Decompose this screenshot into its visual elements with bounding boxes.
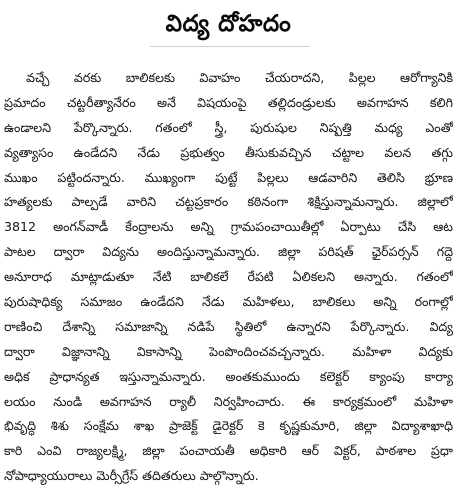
article-line: ముఖం పట్టిందన్నారు. ముఖ్యంగా పుట్టే పిల్లలు ఆడవారిని తెలిసి భ్రూణ bbox=[4, 169, 453, 185]
article-line: లయం నుండి అవగాహన ర్యాలీ నిర్వహించారు. ఈ కార్యక్రమంలో మహిళా bbox=[4, 393, 453, 409]
article-headline: విద్య దోహదం bbox=[165, 11, 292, 37]
article-line: అనూరాధ మాట్లాడుతూ నేటి బాలికలే రేపటి ఏలికలని అన్నారు. గతంలో bbox=[4, 269, 453, 285]
article-line: కారి ఎంవి రాజ్యలక్ష్మి, జిల్లా పంచాయతీ అధికారి ఆర్ విక్టర్, పాఠశాల ప్రధా bbox=[4, 443, 453, 459]
article-line: వ్యత్యాసం ఉండేదని నేడు ప్రభుత్వం తీసుకువచ్చిన చట్టాల వలన తగ్గు bbox=[4, 144, 453, 160]
article-line: ద్వారా విజ్ఞానాన్ని వికాసాన్ని పెంపొందించవచ్చన్నారు. మహిళా విద్యకు bbox=[4, 343, 453, 359]
article-line: ప్రమాదం చట్టరీత్యానేరం అనే విషయంపై తల్లిదండ్రులకు అవగాహన కలిగి bbox=[4, 94, 453, 110]
article-line: పురుషాధిక్య సమాజం ఉండేదని నేడు మహిళలు, బాలికలు అన్ని రంగాల్లో bbox=[4, 294, 453, 310]
article-line: నోపాధ్యాయురాలు మెర్సీగ్రేస్ తదితరులు పాల్గొన్నారు. bbox=[4, 468, 259, 484]
article-line: పాటల ద్వారా విద్యను అందిస్తున్నామన్నారు. జిల్లా పరిషత్ ఛైర్‌పర్సన్ గద్దె bbox=[4, 244, 453, 260]
article-body bbox=[4, 66, 453, 489]
headline-divider bbox=[150, 46, 310, 47]
article-line: భివృద్ధి శిశు సంక్షేమ శాఖ ప్రాజెక్ట్ డైరెక్టర్ కె కృష్ణకుమారి, జిల్లా విద్యాశాఖాధి bbox=[4, 418, 453, 434]
article-line: హత్యలకు పాల్పడే వారిని చట్టప్రకారం కఠినంగా శిక్షిస్తున్నామన్నారు. జిల్లాలో bbox=[4, 194, 453, 210]
article-line: రాణించి దేశాన్ని సమాజాన్ని నడిపే స్థితిలో ఉన్నారని పేర్కొన్నారు. విద్య bbox=[4, 318, 453, 334]
article-line: వచ్చే వరకు బాలికలకు వివాహం చేయరాదని, పిల్లల ఆరోగ్యానికి bbox=[26, 70, 453, 85]
article-line: అధిక ప్రాధాన్యత ఇస్తున్నామన్నారు. అంతకుముందు కలెక్టర్ క్యాంపు కార్యా bbox=[4, 368, 453, 384]
article-line: 3812 అంగన్‌వాడీ కేంద్రాలను అన్ని గ్రామపంచాయితీల్లో ఏర్పాటు చేసి ఆట bbox=[4, 219, 453, 235]
article-line: ఉండాలని పేర్కొన్నారు. గతంలో స్త్రీ, పురుషుల నిష్పత్తి మధ్య ఎంతో bbox=[4, 119, 453, 135]
